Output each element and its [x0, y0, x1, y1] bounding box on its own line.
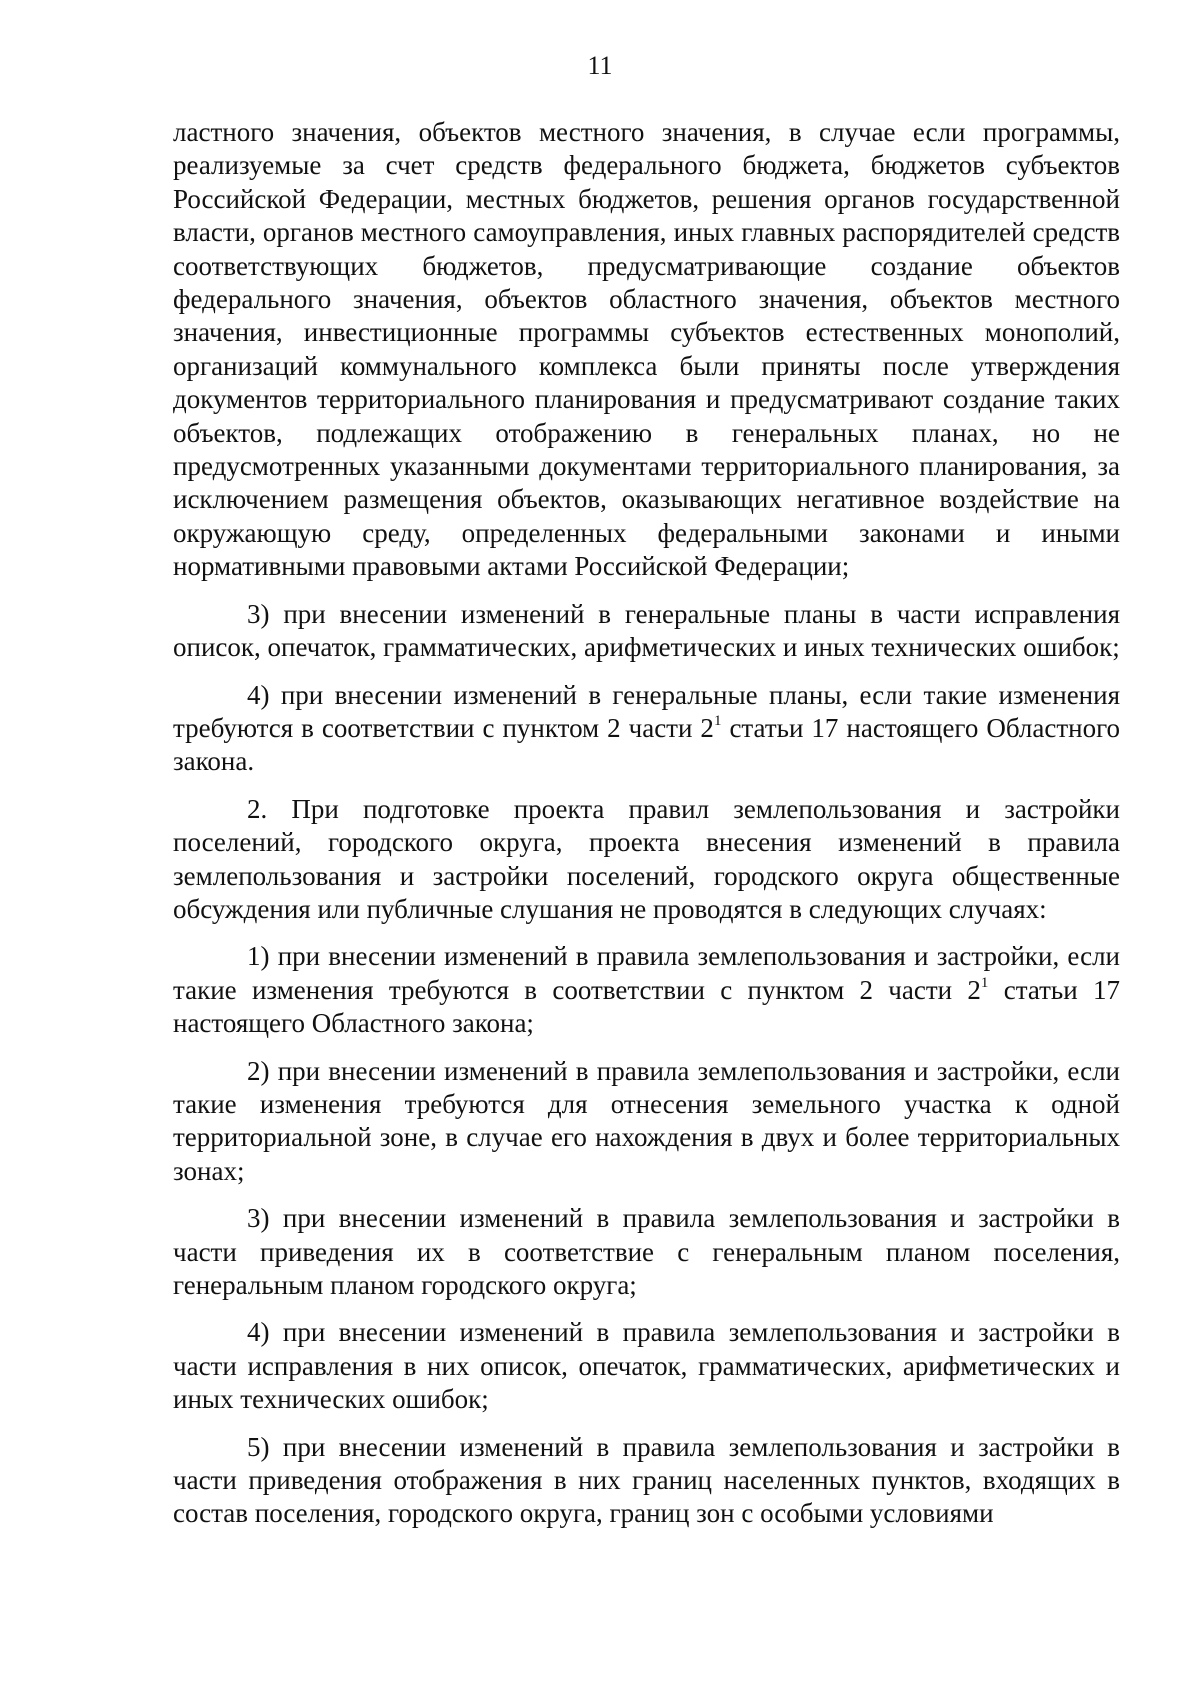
- paragraph-text: статьи 17 настоящего Областного закона.: [173, 712, 1120, 777]
- paragraph-item-3-zoning-rules: 3) при внесении изменений в правила землепользования и застройки в части приведения их в соответствие с генеральным планом поселения, генеральным планом городского округа;: [173, 1203, 1120, 1300]
- paragraph-text: 4) при внесении изменений в генеральные планы, если такие изменения требуются в соответствии с пунктом 2 части 2: [173, 679, 1120, 743]
- paragraph-item-4-zoning-rules: 4) при внесении изменений в правила землепользования и застройки в части исправления в них описок, опечаток, грамматических, арифметических и иных технических ошибок;: [173, 1317, 1120, 1415]
- paragraph-item-5-zoning-rules: 5) при внесении изменений в правила землепользования и застройки в части приведения отображения в них границ населенных пунктов, входящих в состав поселения, городского округа, границ зон с особыми условиями: [173, 1431, 1120, 1529]
- paragraph-text: статьи 17 настоящего Областного закона;: [173, 974, 1120, 1039]
- paragraph-item-1-zoning-rules: [173, 940, 1120, 1040]
- paragraph-continuation: ластного значения, объектов местного значения, в случае если программы, реализуемые за счет средств федерального бюджета, бюджетов субъектов Российской Федерации, местных бюджетов, решения органов государственной власти, органов местного самоуправления, иных главных распорядителей средств соответствующих бюджетов, предусматривающие создание объектов федерального значения, объектов областного значения, объектов местного значения, инвестиционные программы субъектов естественных монополий, организаций коммунального комплекса были приняты после утверждения документов территориального планирования и предусматривают создание таких объектов, подлежащих отображению в генеральных планах, но не предусмотренных указанными документами территориального планирования, за исключением размещения объектов, оказывающих негативное воздействие на окружающую среду, определенных федеральными законами и иными нормативными правовыми актами Российской Федерации;: [173, 117, 1120, 582]
- paragraph-item-3-general-plans: 3) при внесении изменений в генеральные планы в части исправления описок, опечаток, грамматических, арифметических и иных технических ошибок;: [173, 598, 1120, 663]
- paragraph-text: 1) при внесении изменений в правила землепользования и застройки, если такие изменения требуются в соответствии с пунктом 2 части 2: [173, 941, 1120, 1005]
- superscript: 1: [713, 712, 722, 729]
- document-body: [173, 116, 1120, 1545]
- page-number: 11: [587, 51, 613, 80]
- superscript: 1: [980, 974, 989, 991]
- paragraph-section-2: 2. При подготовке проекта правил землепользования и застройки поселений, городского округа, проекта внесения изменений в правила землепользования и застройки поселений, городского округа общественные обсуждения или публичные слушания не проводятся в следующих случаях:: [173, 793, 1120, 924]
- paragraph-item-2-zoning-rules: 2) при внесении изменений в правила землепользования и застройки, если такие изменения требуются для отнесения земельного участка к одной территориальной зоне, в случае его нахождения в двух и более территориальных зонах;: [173, 1055, 1120, 1186]
- paragraph-item-4-general-plans: [173, 679, 1120, 779]
